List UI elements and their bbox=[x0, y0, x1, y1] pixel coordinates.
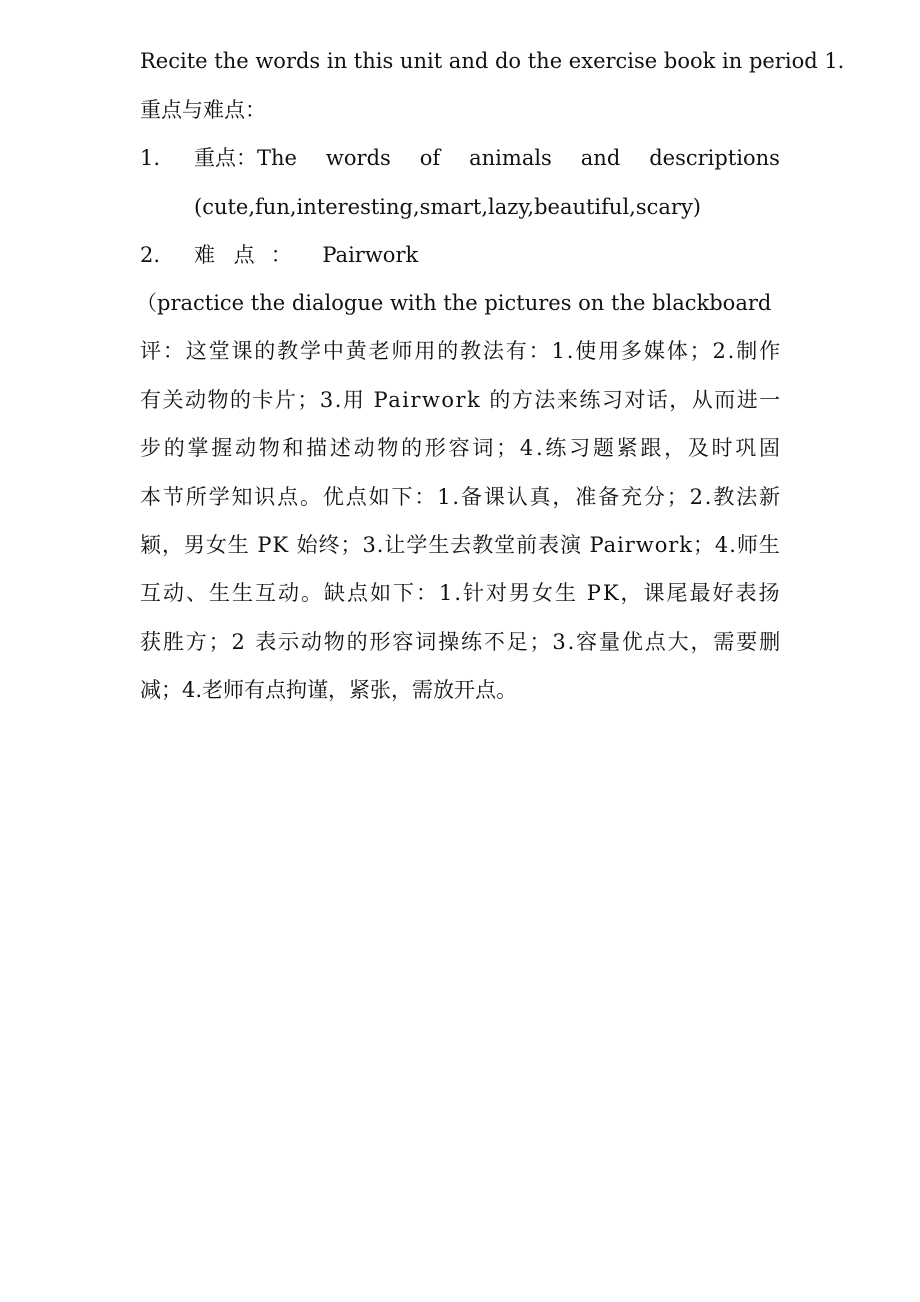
item1-word: words bbox=[325, 146, 391, 170]
evaluation-text: 本节所学知识点。优点如下：1.备课认真，准备充分；2.教法新 bbox=[140, 485, 782, 509]
item2-colon: ： bbox=[270, 243, 292, 267]
item1-word: of bbox=[419, 146, 441, 170]
evaluation-text: 获胜方；2 表示动物的形容词操练不足；3.容量优点大，需要删 bbox=[140, 630, 782, 654]
evaluation-line bbox=[140, 532, 780, 558]
evaluation-line bbox=[140, 338, 780, 364]
item1-word: descriptions bbox=[649, 146, 780, 170]
item1-word: animals bbox=[469, 146, 552, 170]
item2-term: Pairwork bbox=[322, 243, 419, 267]
evaluation-line-last: 减；4.老师有点拘谨，紧张，需放开点。 bbox=[140, 678, 518, 702]
evaluation-line bbox=[140, 387, 780, 413]
evaluation-text: 步的掌握动物和描述动物的形容词；4.练习题紧跟，及时巩固 bbox=[140, 436, 783, 460]
item2-number: 2. bbox=[140, 243, 161, 267]
item1-continuation: (cute,fun,interesting,smart,lazy,beautiful,scary) bbox=[194, 195, 701, 219]
item1-word: 重点：The bbox=[194, 146, 297, 170]
evaluation-text: 有关动物的卡片；3.用 Pairwork 的方法来练习对话，从而进一 bbox=[140, 388, 782, 412]
item1-word: and bbox=[580, 146, 621, 170]
item1-line bbox=[194, 145, 780, 171]
evaluation-line bbox=[140, 629, 780, 655]
evaluation-text: 颖，男女生 PK 始终；3.让学生去教堂前表演 Pairwork；4.师生 bbox=[140, 533, 781, 557]
item1-number: 1. bbox=[140, 146, 161, 170]
item2-label: 难 点 bbox=[194, 243, 261, 267]
practice-line: （practice the dialogue with the pictures on the blackboard bbox=[136, 291, 772, 315]
evaluation-line bbox=[140, 580, 780, 606]
item2-line bbox=[194, 242, 418, 268]
intro-line: Recite the words in this unit and do the exercise book in period 1. bbox=[140, 49, 845, 73]
evaluation-line bbox=[140, 435, 783, 461]
evaluation-line bbox=[140, 484, 780, 510]
key-difficult-heading: 重点与难点： bbox=[140, 98, 266, 122]
evaluation-text: 互动、生生互动。缺点如下：1.针对男女生 PK，课尾最好表扬 bbox=[140, 581, 782, 605]
evaluation-text: 评：这堂课的教学中黄老师用的教法有：1.使用多媒体；2.制作 bbox=[140, 339, 782, 363]
